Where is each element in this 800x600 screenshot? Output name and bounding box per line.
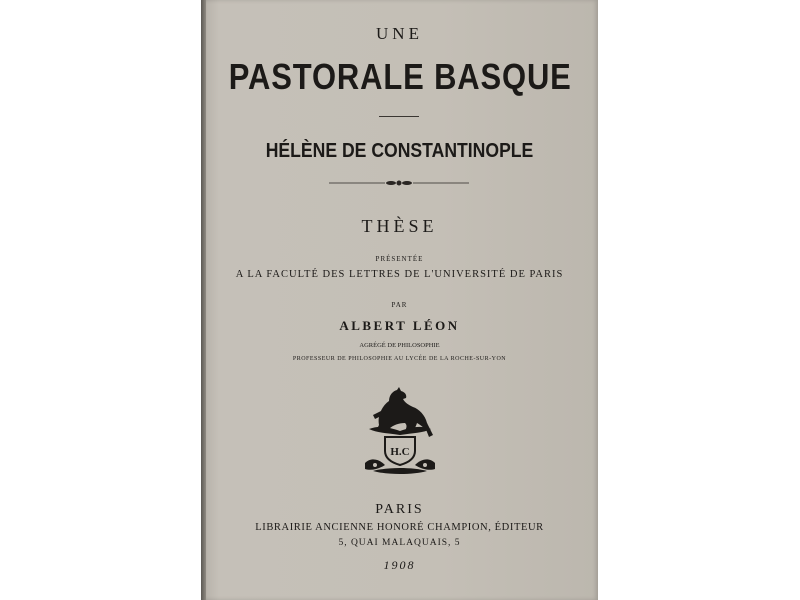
by-label: PAR — [391, 301, 408, 309]
title-divider — [379, 116, 419, 117]
presented-label: PRÉSENTÉE — [375, 255, 424, 263]
document-type: THÈSE — [361, 216, 438, 236]
ornament-rule-icon — [329, 178, 469, 188]
publisher-city: PARIS — [375, 502, 424, 517]
publisher-name: LIBRAIRIE ANCIENNE HONORÉ CHAMPION, ÉDITEUR — [255, 522, 544, 533]
svg-text:H.C: H.C — [390, 446, 410, 458]
subtitle: HÉLÈNE DE CONSTANTINOPLE — [265, 140, 534, 162]
book-page — [201, 0, 598, 600]
faculty-line: A LA FACULTÉ DES LETTRES DE L'UNIVERSITÉ DE PARIS — [235, 269, 564, 280]
author-title-1: AGRÉGÉ DE PHILOSOPHIE — [359, 342, 440, 349]
main-title: PASTORALE BASQUE — [228, 56, 572, 97]
publisher-address: 5, QUAI MALAQUAIS, 5 — [338, 538, 461, 548]
pre-title: UNE — [376, 24, 423, 43]
horse-crest-emblem-icon — [359, 385, 441, 475]
publication-year: 1908 — [383, 558, 416, 572]
author-title-2: PROFESSEUR DE PHILOSOPHIE AU LYCÉE DE LA ROCHE-SUR-YON — [292, 356, 507, 362]
author-name: ALBERT LÉON — [339, 318, 460, 333]
